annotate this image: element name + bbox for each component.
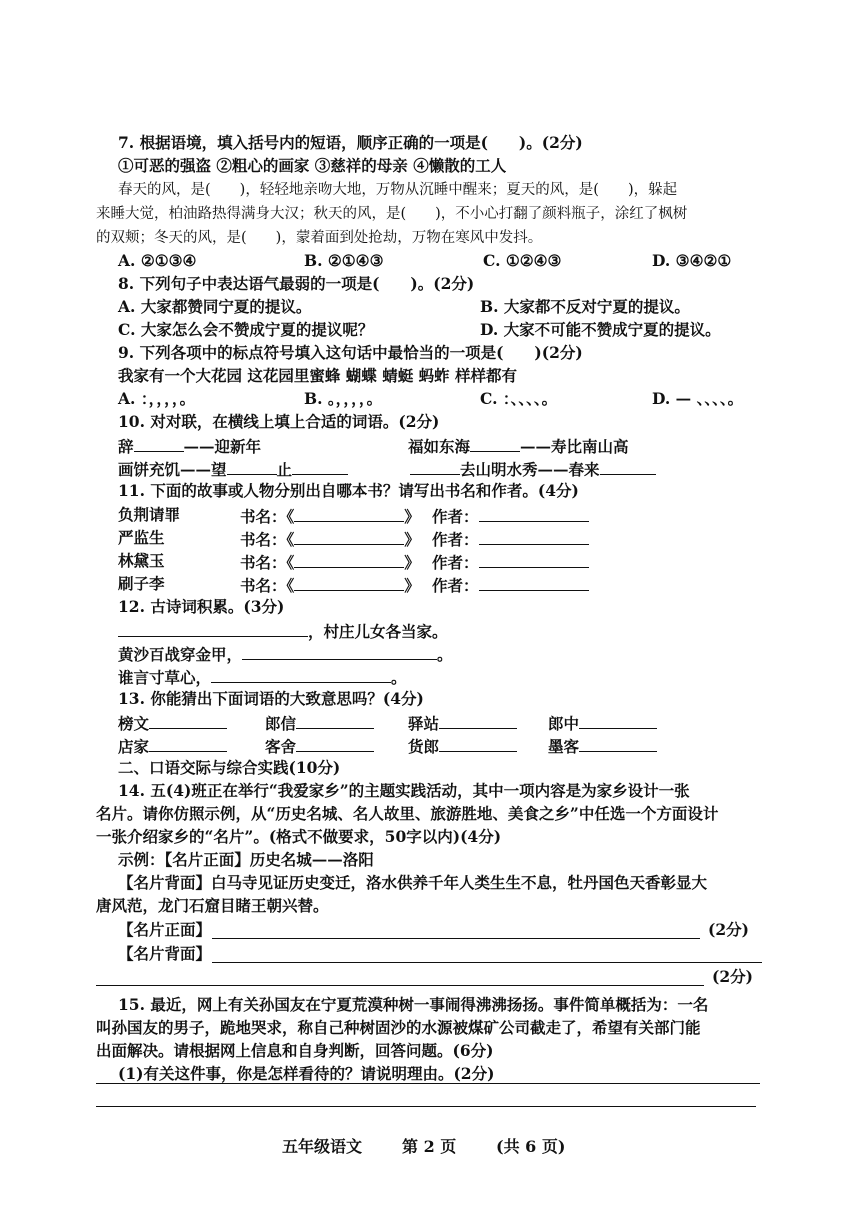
q13-word-text: 客舍 xyxy=(265,737,297,756)
q15-subquestion-1: (1)有关这件事，你是怎样看待的？请说明理由。(2分) xyxy=(118,1064,495,1083)
q11-author-field xyxy=(432,528,589,550)
q13-word xyxy=(548,712,657,734)
q9-title: 9. 下列各项中的标点符号填入这句话中最恰当的一项是( )(2分) xyxy=(118,343,583,362)
q10-b-blank[interactable] xyxy=(470,435,520,452)
q7-passage-line-3: 的双颊；冬天的风，是( )，蒙着面到处抢劫，万物在寒风中发抖。 xyxy=(96,230,543,246)
q11-book-blank[interactable] xyxy=(294,551,404,568)
book-label: 书名： xyxy=(240,507,287,526)
q9-option-c: C. ：、、、、。 xyxy=(480,389,558,408)
q7-title: 7. 根据语境，填入括号内的短语，顺序正确的一项是( )。(2分) xyxy=(118,133,583,152)
q11-author-blank[interactable] xyxy=(479,505,589,522)
q12-line-3-text: 谁言寸草心， xyxy=(118,668,212,687)
q11-author-blank[interactable] xyxy=(479,574,589,591)
q9-sentence: 我家有一个大花园 这花园里蜜蜂 蝴蝶 蜻蜓 蚂蚱 样样都有 xyxy=(118,366,517,385)
q13-blank[interactable] xyxy=(579,712,657,729)
q13-word-text: 墨客 xyxy=(548,737,580,756)
q13-word xyxy=(118,712,227,734)
book-close-mark: 》 xyxy=(404,576,420,595)
q11-book-blank[interactable] xyxy=(294,574,404,591)
q8-option-a: A. 大家都赞同宁夏的提议。 xyxy=(118,297,312,316)
q11-row-label: 刷子李 xyxy=(118,574,165,593)
book-open-mark: 《 xyxy=(286,530,295,549)
q10-title: 10. 对对联，在横线上填上合适的词语。(2分) xyxy=(118,412,440,431)
q11-title: 11. 下面的故事或人物分别出自哪本书？请写出书名和作者。(4分) xyxy=(118,481,579,500)
q13-title: 13. 你能猜出下面词语的大致意思吗？(4分) xyxy=(118,689,424,708)
q10-couplet-a xyxy=(118,435,261,457)
q12-line-1 xyxy=(118,620,448,642)
q15-paragraph-line-1: 15. 最近，网上有关孙国友在宁夏荒漠种树一事闹得沸沸扬扬。事件简单概括为：一名 xyxy=(118,995,709,1014)
author-label: 作者： xyxy=(432,530,479,549)
q12-line-3 xyxy=(118,666,407,688)
q10-c-blank-2[interactable] xyxy=(292,458,348,475)
q10-couplet-b xyxy=(408,435,629,457)
q13-word xyxy=(265,735,374,757)
book-close-mark: 》 xyxy=(404,530,420,549)
q13-word xyxy=(408,712,517,734)
q11-author-field xyxy=(432,505,589,527)
q7-phrases: ①可恶的强盗 ②粗心的画家 ③慈祥的母亲 ④懒散的工人 xyxy=(118,156,507,175)
q11-row-label: 严监生 xyxy=(118,528,165,547)
q8-option-d: D. 大家不可能不赞成宁夏的提议。 xyxy=(480,320,721,339)
author-label: 作者： xyxy=(432,576,479,595)
q12-line-2-end: 。 xyxy=(437,645,453,664)
q11-book-field xyxy=(240,528,420,550)
footer-total: (共 6 页) xyxy=(496,1137,566,1156)
q14-back-score: (2分) xyxy=(712,967,753,986)
q14-back-label: 【名片背面】 xyxy=(118,944,212,963)
book-open-mark: 《 xyxy=(286,553,295,572)
q11-row-label: 林黛玉 xyxy=(118,551,165,570)
q13-blank[interactable] xyxy=(579,735,657,752)
q14-example-front: 示例：【名片正面】历史名城——洛阳 xyxy=(118,850,374,869)
book-close-mark: 》 xyxy=(404,553,420,572)
q7-option-b: B. ②①④③ xyxy=(304,251,384,270)
q10-c-head: 画饼充饥——望 xyxy=(118,460,227,479)
q14-example-back-line-1: 【名片背面】白马寺见证历史变迁，洛水供养千年人类生生不息，牡丹国色天香彰显大 xyxy=(118,873,708,892)
q13-word xyxy=(265,712,374,734)
q14-example-back-line-2: 唐风范，龙门石窟目睹王朝兴替。 xyxy=(96,896,329,915)
q10-d-text: 去山明水秀——春来 xyxy=(460,460,600,479)
q13-word xyxy=(408,735,517,757)
q14-paragraph-line-1: 14. 五(4)班正在举行“我爱家乡”的主题实践活动，其中一项内容是为家乡设计一张 xyxy=(118,781,690,800)
q8-title: 8. 下列句子中表达语气最弱的一项是( )。(2分) xyxy=(118,274,475,293)
q15-answer-line-2[interactable] xyxy=(96,1106,756,1107)
q8-option-b: B. 大家都不反对宁夏的提议。 xyxy=(480,297,690,316)
book-label: 书名： xyxy=(240,530,287,549)
q14-back-answer-line-1[interactable] xyxy=(212,962,762,963)
q10-a-blank[interactable] xyxy=(134,435,184,452)
q12-blank-3[interactable] xyxy=(211,666,391,683)
q15-paragraph-line-2: 叫孙国友的男子，跪地哭求，称自己种树固沙的水源被煤矿公司截走了，希望有关部门能 xyxy=(96,1018,701,1037)
q11-author-blank[interactable] xyxy=(479,528,589,545)
q14-front-answer-line[interactable] xyxy=(212,938,700,939)
section-heading: 二、口语交际与综合实践(10分) xyxy=(118,758,341,777)
q10-b-tail: ——寿比南山高 xyxy=(520,437,629,456)
q12-line-2-text: 黄沙百战穿金甲， xyxy=(118,645,243,664)
q13-blank[interactable] xyxy=(149,735,227,752)
q11-book-field xyxy=(240,551,420,573)
q12-blank-1[interactable] xyxy=(118,620,308,637)
q10-couplet-d xyxy=(410,458,656,480)
q11-book-blank[interactable] xyxy=(294,505,404,522)
q13-blank[interactable] xyxy=(439,735,517,752)
q13-word-text: 店家 xyxy=(118,737,150,756)
q10-c-blank-1[interactable] xyxy=(227,458,277,475)
q7-option-c: C. ①②④③ xyxy=(483,251,562,270)
q13-blank[interactable] xyxy=(296,712,374,729)
q11-author-field xyxy=(432,551,589,573)
q13-word-text: 榜文 xyxy=(118,714,150,733)
author-label: 作者： xyxy=(432,507,479,526)
q10-a-tail: ——迎新年 xyxy=(183,437,262,456)
q13-word xyxy=(548,735,657,757)
q9-option-d: D. — 、、、、。 xyxy=(652,389,744,408)
q13-blank[interactable] xyxy=(296,735,374,752)
book-open-mark: 《 xyxy=(286,576,295,595)
q12-blank-2[interactable] xyxy=(242,643,437,660)
q10-d-blank-2[interactable] xyxy=(600,458,656,475)
book-label: 书名： xyxy=(240,553,287,572)
q11-author-field xyxy=(432,574,589,596)
q7-passage-line-1: 春天的风，是( )，轻轻地亲吻大地，万物从沉睡中醒来；夏天的风，是( )，躲起 xyxy=(118,182,678,198)
q14-paragraph-line-3: 一张介绍家乡的“名片”。(格式不做要求，50字以内)(4分) xyxy=(96,827,502,846)
q13-word-text: 郎中 xyxy=(548,714,580,733)
q13-blank[interactable] xyxy=(149,712,227,729)
q13-word-text: 驿站 xyxy=(408,714,440,733)
q13-word-text: 货郎 xyxy=(408,737,440,756)
q12-title: 12. 古诗词积累。(3分) xyxy=(118,597,285,616)
q7-option-d: D. ③④②① xyxy=(652,251,732,270)
q10-d-blank-1[interactable] xyxy=(410,458,460,475)
q12-line-3-end: 。 xyxy=(391,668,407,687)
q13-word-text: 郎信 xyxy=(265,714,297,733)
q13-word xyxy=(118,735,227,757)
q12-line-2 xyxy=(118,643,453,665)
book-close-mark: 》 xyxy=(404,507,420,526)
footer-page: 第 2 页 xyxy=(402,1137,457,1156)
q14-front-score: (2分) xyxy=(708,920,749,939)
q11-book-field xyxy=(240,574,420,596)
author-label: 作者： xyxy=(432,553,479,572)
q11-book-field xyxy=(240,505,420,527)
q10-c-mid: 止 xyxy=(276,460,293,479)
book-open-mark: 《 xyxy=(286,507,295,526)
q7-option-a: A. ②①③④ xyxy=(118,251,197,270)
q9-option-b: B. 。，，，，。 xyxy=(304,389,383,408)
q14-paragraph-line-2: 名片。请你仿照示例，从“历史名城、名人故里、旅游胜地、美食之乡”中任选一个方面设计 xyxy=(96,804,719,823)
q10-couplet-c xyxy=(118,458,348,480)
q8-option-c: C. 大家怎么会不赞成宁夏的提议呢？ xyxy=(118,320,374,339)
q11-author-blank[interactable] xyxy=(479,551,589,568)
book-label: 书名： xyxy=(240,576,287,595)
q7-passage-line-2: 来睡大觉，柏油路热得满身大汉；秋天的风，是( )，不小心打翻了颜料瓶子，涂红了枫树 xyxy=(96,206,688,222)
q10-a-head: 辞 xyxy=(118,437,134,456)
q15-answer-line-1[interactable] xyxy=(96,1083,760,1084)
q15-paragraph-line-3: 出面解决。请根据网上信息和自身判断，回答问题。(6分) xyxy=(96,1041,494,1060)
q13-blank[interactable] xyxy=(439,712,517,729)
q14-front-label: 【名片正面】 xyxy=(118,920,212,939)
footer-subject: 五年级语文 xyxy=(282,1137,363,1156)
q11-row-label: 负荆请罪 xyxy=(118,505,181,524)
q12-line-1-text: ，村庄儿女各当家。 xyxy=(308,622,448,641)
q14-back-answer-line-2[interactable] xyxy=(96,985,704,986)
q9-option-a: A. ：，，，，。 xyxy=(118,389,196,408)
q11-book-blank[interactable] xyxy=(294,528,404,545)
q10-b-head: 福如东海 xyxy=(408,437,471,456)
